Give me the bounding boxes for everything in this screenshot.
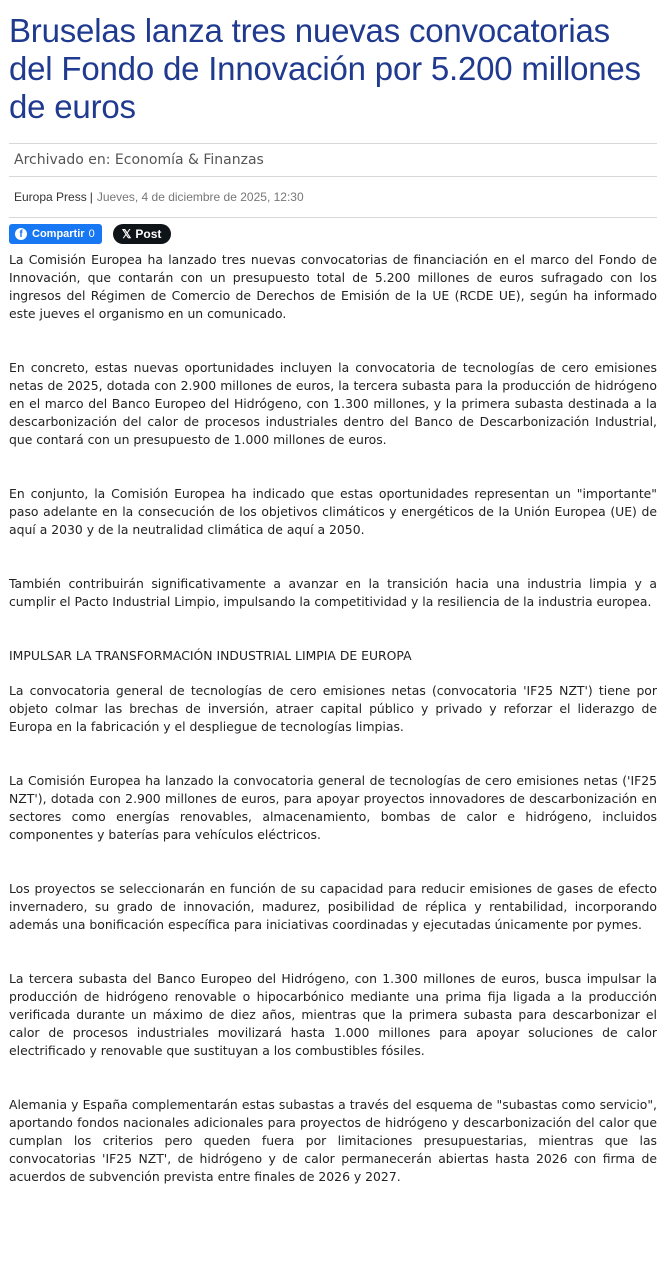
paragraph: Alemania y España complementarán estas subastas a través del esquema de "subastas como servicio", aportando fondos nacionales adicionales para proyectos de hidrógeno y descarbonización del calor que cumplan los criterios pero queden fuera por limitaciones presupuestarias, mientras que las convocatorias 'IF25 NZT', de hidrógeno y de calor permanecerán abiertas hasta 2026 con firma de acuerdos de subvención prevista entre finales de 2026 y 2027. bbox=[9, 1097, 657, 1184]
article-body bbox=[9, 251, 657, 1186]
paragraph: En conjunto, la Comisión Europea ha indicado que estas oportunidades representan un "importante" paso adelante en la consecución de los objetivos climáticos y energéticos de la Unión Europea (UE) de aquí a 2030 y de la neutralidad climática de aquí a 2050. bbox=[9, 486, 657, 537]
byline bbox=[9, 177, 657, 218]
paragraph: La convocatoria general de tecnologías de cero emisiones netas (convocatoria 'IF25 NZT') tiene por objeto colmar las brechas de inversión, atraer capital público y privado y reforzar el liderazgo de Europa en la fabricación y el despliegue de tecnologías limpias. bbox=[9, 683, 657, 734]
article-page bbox=[0, 12, 666, 1186]
byline-separator: | bbox=[89, 190, 93, 204]
paragraph: En concreto, estas nuevas oportunidades incluyen la convocatoria de tecnologías de cero emisiones netas de 2025, dotada con 2.900 millones de euros, la tercera subasta para la producción de hidrógeno en el marco del Banco Europeo del Hidrógeno, con 1.300 millones, y la primera subasta destinada a la descarbonización del calor de procesos industriales dentro del Banco de Descarbonización Industrial, que contará con un presupuesto de 1.000 millones de euros. bbox=[9, 360, 657, 447]
paragraph: La Comisión Europea ha lanzado la convocatoria general de tecnologías de cero emisiones netas ('IF25 NZT'), dotada con 2.900 millones de euros, para apoyar proyectos innovadores de descarbonización en sectores como energías renovables, almacenamiento, bombas de calor e hidrógeno, incluidos componentes y baterías para vehículos eléctricos. bbox=[9, 773, 657, 842]
facebook-share-label: Compartir bbox=[32, 228, 85, 240]
paragraph: Los proyectos se seleccionarán en función de su capacidad para reducir emisiones de gases de efecto invernadero, su grado de innovación, madurez, posibilidad de réplica y rentabilidad, incorporando además una bonificación específica para iniciativas coordinadas y ejecutadas únicamente por pymes. bbox=[9, 881, 657, 932]
paragraph: La tercera subasta del Banco Europeo del Hidrógeno, con 1.300 millones de euros, busca impulsar la producción de hidrógeno renovable o hipocarbónico mediante una prima fija ligada a la producción verificada durante un máximo de diez años, mientras que la primera subasta para descarbonizar el calor de procesos industriales movilizará hasta 1.000 millones para apoyar soluciones de calor electrificado y renovable que sustituyan a los combustibles fósiles. bbox=[9, 971, 657, 1058]
article-title: Bruselas lanza tres nuevas convocatorias del Fondo de Innovación por 5.200 millones de euros bbox=[9, 12, 641, 125]
share-buttons bbox=[9, 224, 657, 244]
facebook-share-button[interactable] bbox=[9, 224, 102, 244]
section-subheading: IMPULSAR LA TRANSFORMACIÓN INDUSTRIAL LIMPIA DE EUROPA bbox=[9, 648, 412, 663]
article-date: Jueves, 4 de diciembre de 2025, 12:30 bbox=[96, 190, 304, 204]
facebook-share-count: 0 bbox=[88, 228, 95, 240]
paragraph: También contribuirán significativamente a avanzar en la transición hacia una industria limpia y a cumplir el Pacto Industrial Limpio, impulsando la competitividad y la resiliencia de la industria europea. bbox=[9, 576, 657, 609]
facebook-icon: f bbox=[15, 228, 27, 240]
filed-under-label: Archivado en: Economía & Finanzas bbox=[14, 152, 264, 168]
filed-under-bar bbox=[9, 143, 657, 177]
x-post-label: Post bbox=[135, 227, 162, 241]
x-post-button[interactable] bbox=[113, 224, 172, 244]
paragraph: La Comisión Europea ha lanzado tres nuevas convocatorias de financiación en el marco del Fondo de Innovación, que contarán con un presupuesto total de 5.200 millones de euros sufragado con los ingresos del Régimen de Comercio de Derechos de Emisión de la UE (RCDE UE), según ha informado este jueves el organismo en un comunicado. bbox=[9, 252, 657, 321]
article-source[interactable]: Europa Press bbox=[14, 190, 87, 204]
x-logo-icon: 𝕏 bbox=[121, 227, 132, 241]
